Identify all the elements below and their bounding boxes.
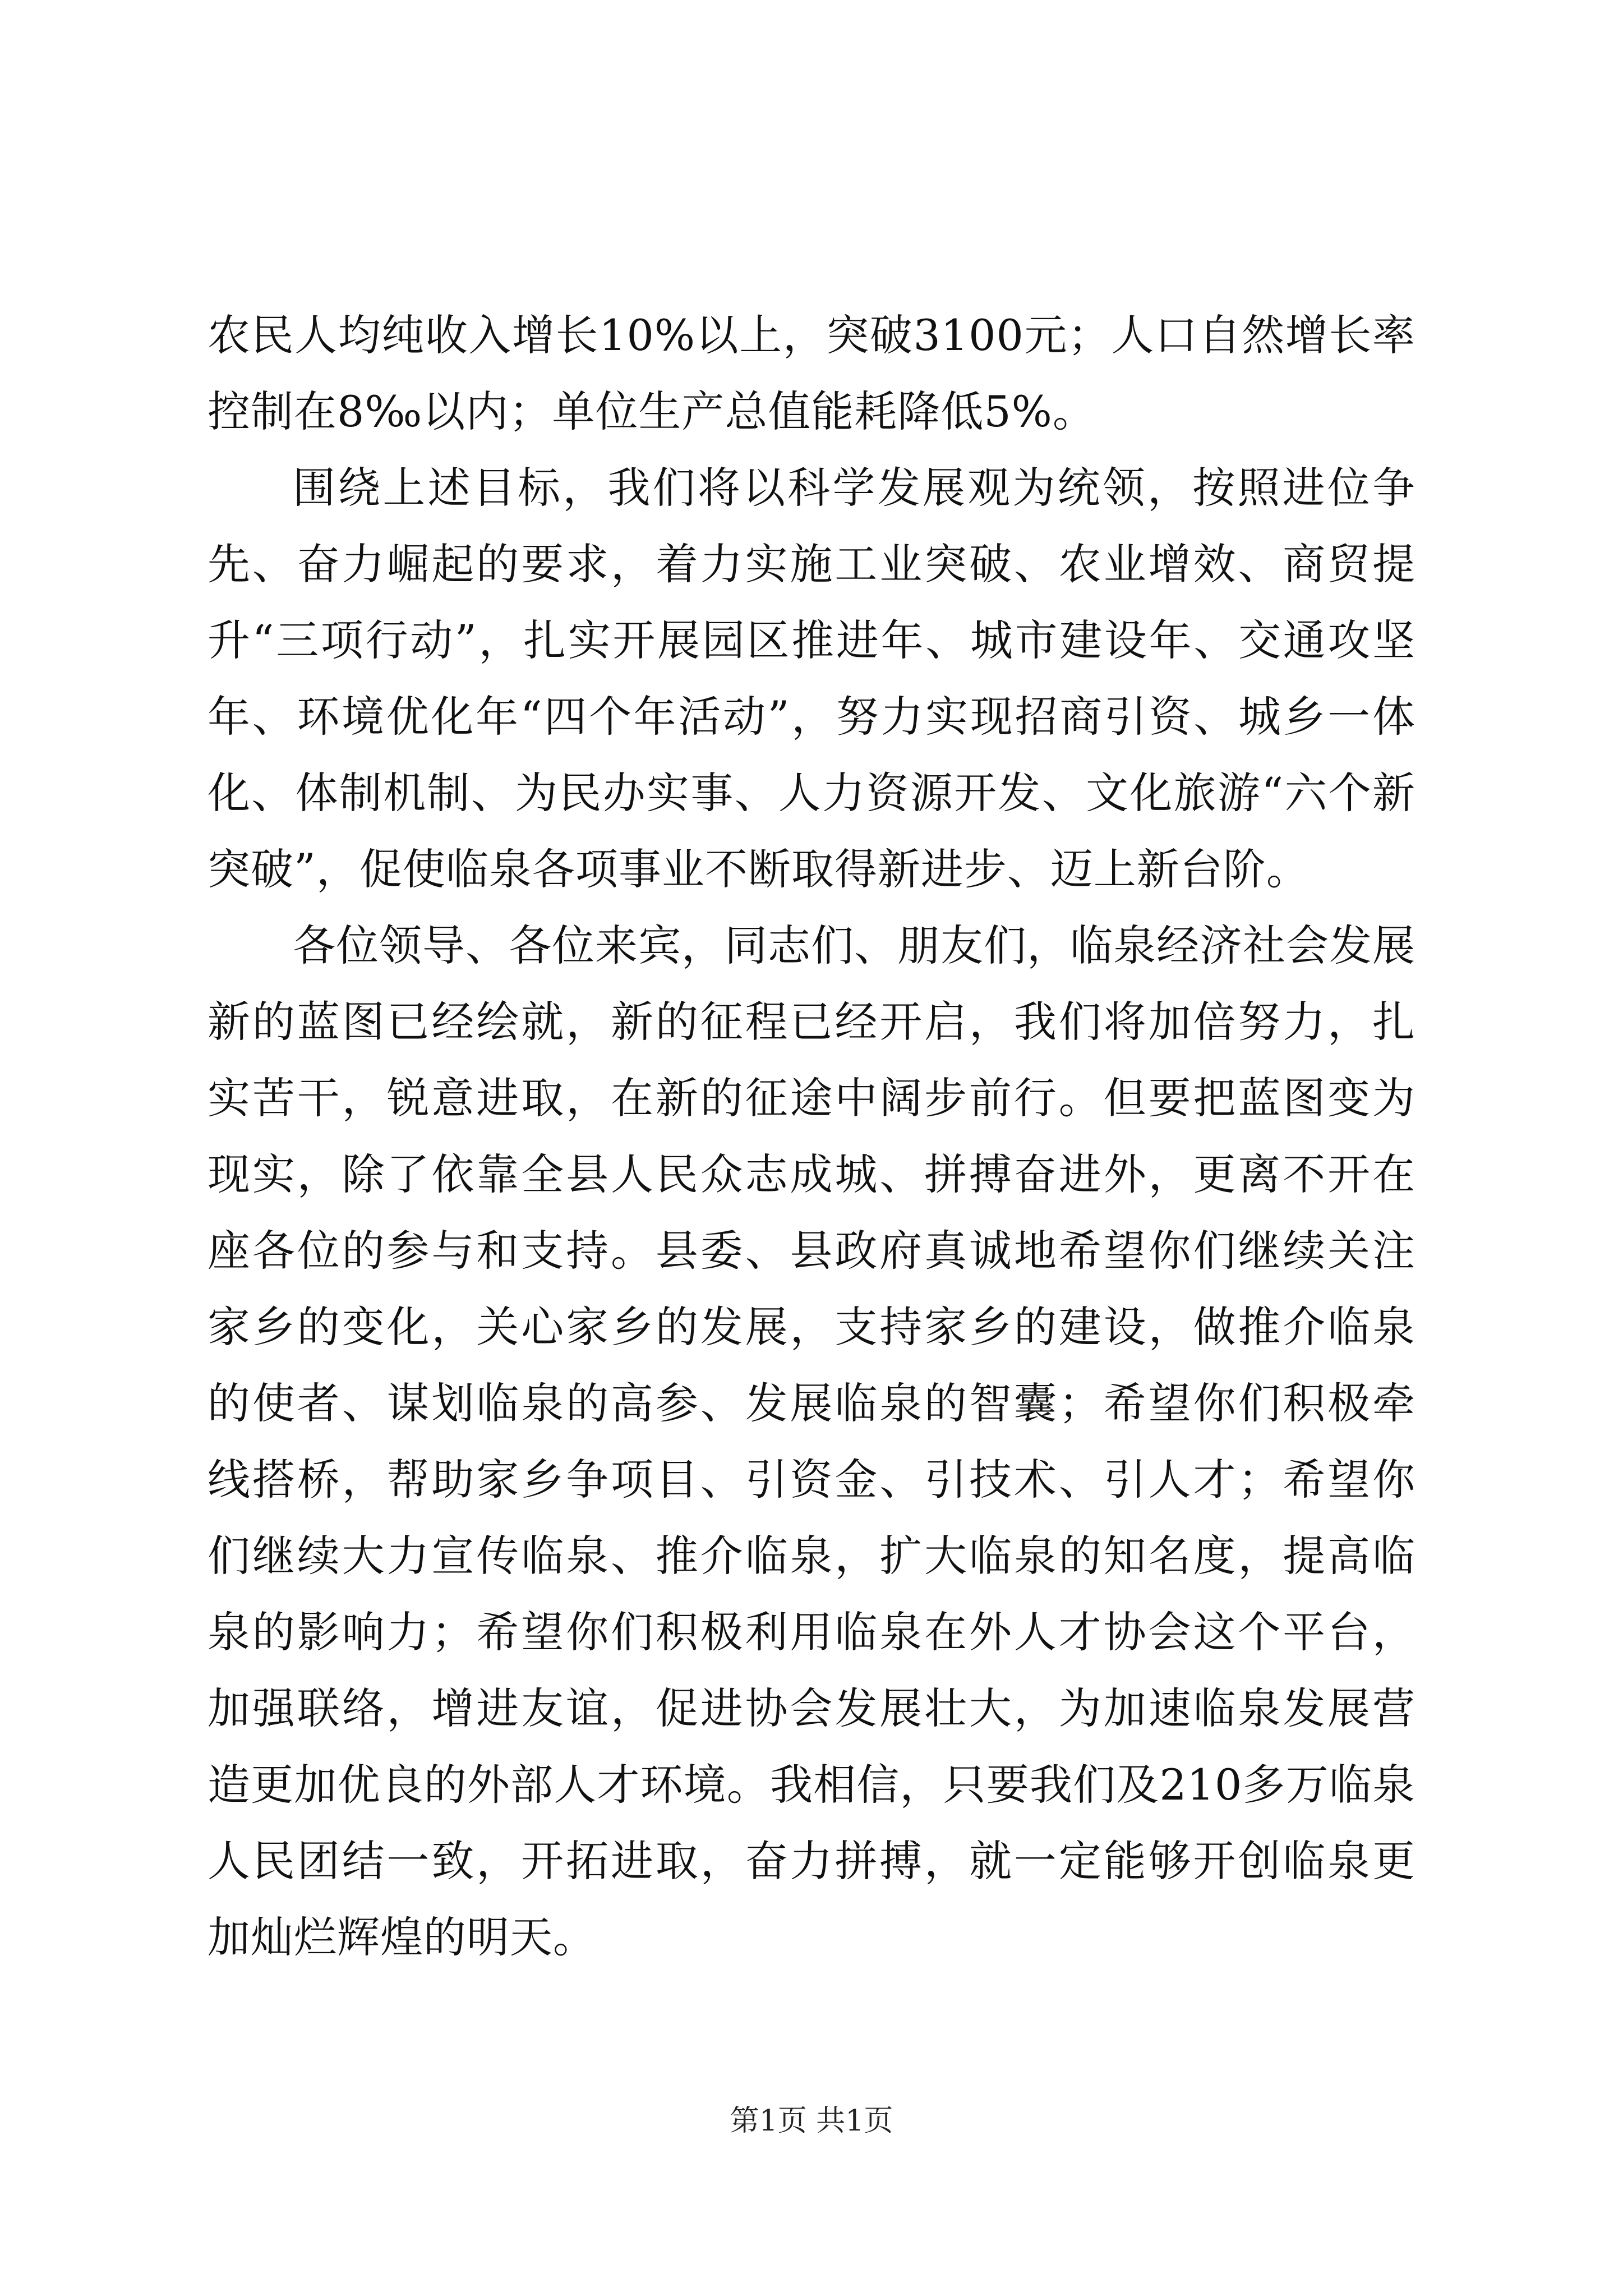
body-text [208, 297, 1415, 1976]
page-footer: 第1页 共1页 [730, 2104, 893, 2138]
paragraph-2: 围绕上述目标，我们将以科学发展观为统领，按照进位争先、奋力崛起的要求，着力实施工业突破、农业增效、商贸提升“三项行动”，扎实开展园区推进年、城市建设年、交通攻坚年、环境优化年“四个年活动”，努力实现招商引资、城乡一体化、体制机制、为民办实事、人力资源开发、文化旅游“六个新突破”，促使临泉各项事业不断取得新进步、迈上新台阶。 [208, 463, 1415, 894]
paragraph-3: 各位领导、各位来宾，同志们、朋友们，临泉经济社会发展新的蓝图已经绘就，新的征程已经开启，我们将加倍努力，扎实苦干，锐意进取，在新的征途中阔步前行。但要把蓝图变为现实，除了依靠全县人民众志成城、拼搏奋进外，更离不开在座各位的参与和支持。县委、县政府真诚地希望你们继续关注家乡的变化，关心家乡的发展，支持家乡的建设，做推介临泉的使者、谋划临泉的高参、发展临泉的智囊；希望你们积极牵线搭桥，帮助家乡争项目、引资金、引技术、引人才；希望你们继续大力宣传临泉、推介临泉，扩大临泉的知名度，提高临泉的影响力；希望你们积极利用临泉在外人才协会这个平台，加强联络，增进友谊，促进协会发展壮大，为加速临泉发展营造更加优良的外部人才环境。我相信，只要我们及210多万临泉人民团结一致，开拓进取，奋力拼搏，就一定能够开创临泉更加灿烂辉煌的明天。 [208, 921, 1415, 1962]
paragraph-1: 农民人均纯收入增长10%以上，突破3100元；人口自然增长率控制在8‰以内；单位生产总值能耗降低5%。 [208, 310, 1415, 436]
